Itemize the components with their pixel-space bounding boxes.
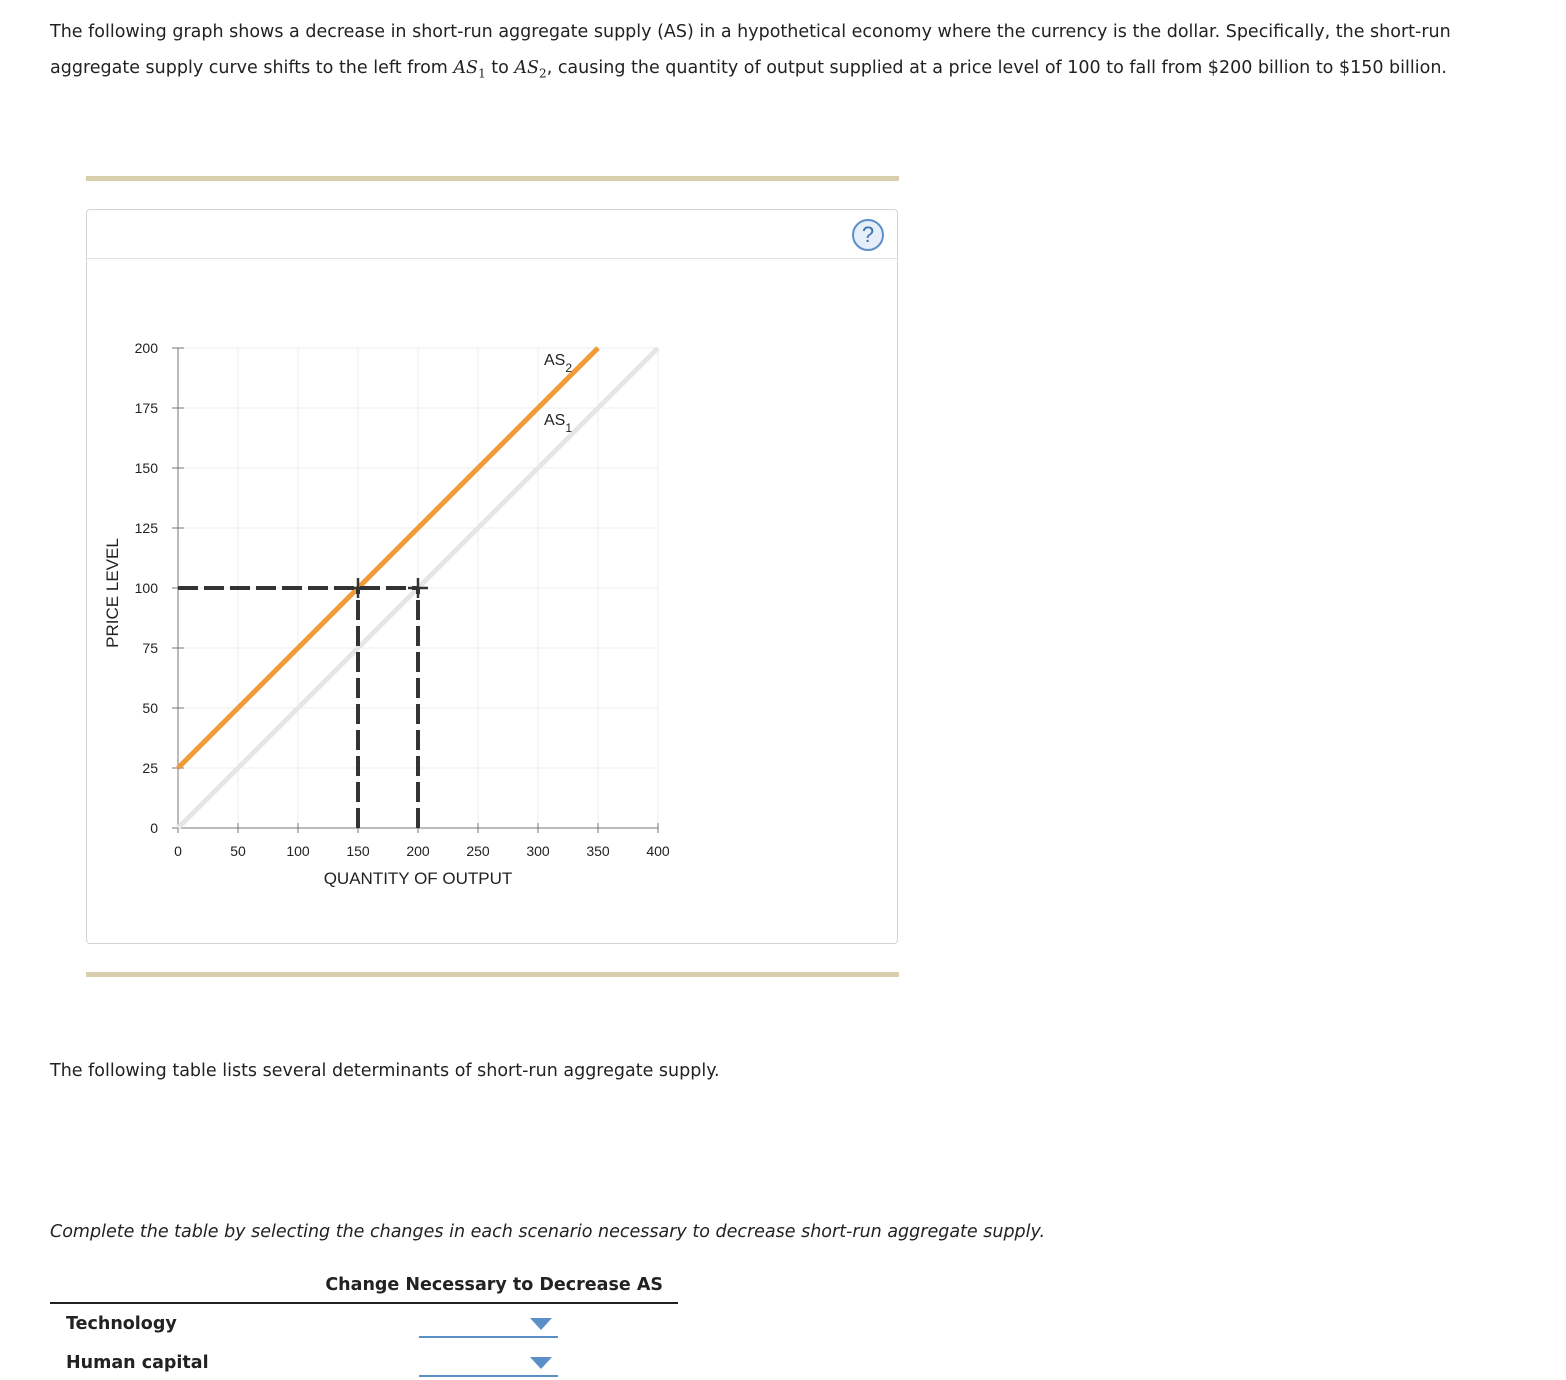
- table-header: [50, 1275, 678, 1304]
- chevron-down-icon: [530, 1318, 552, 1330]
- column-header-change: Change Necessary to Decrease AS: [325, 1275, 663, 1295]
- help-icon: ?: [861, 222, 875, 247]
- intro-text-part2: , causing the quantity of output supplied at a price level of 100 to fall from $200 billion to $150 billion.: [546, 58, 1447, 78]
- y-tick-label: 0: [150, 820, 158, 836]
- x-tick-label: 400: [646, 843, 670, 859]
- y-tick-label: 150: [134, 460, 158, 476]
- x-tick-label: 50: [230, 843, 246, 859]
- technology-dropdown[interactable]: [419, 1310, 558, 1338]
- instructions-text: Complete the table by selecting the changes in each scenario necessary to decrease short-run aggregate supply.: [50, 1222, 1046, 1242]
- x-tick-label: 0: [174, 843, 182, 859]
- y-tick-label: 75: [142, 640, 158, 656]
- y-tick-label: 175: [134, 400, 158, 416]
- x-tick-label: 300: [526, 843, 550, 859]
- bottom-divider: [86, 972, 899, 977]
- as1-symbol: $AS_1$: [453, 58, 486, 81]
- series-label-as2: $AS_2$: [544, 351, 573, 375]
- y-tick-label: 125: [134, 520, 158, 536]
- row-label-technology: Technology: [66, 1314, 177, 1334]
- chevron-down-icon: [530, 1357, 552, 1369]
- x-tick-label: 100: [286, 843, 310, 859]
- series-label-as1: $AS_1$: [544, 411, 573, 435]
- intro-text-part1: The following graph shows a decrease in short-run aggregate supply (AS) in a hypothetical economy where the currency is the dollar. Specifically, the short-run aggregate supply curve shifts to the left from: [50, 22, 1451, 78]
- as2-symbol: $AS_2$: [514, 58, 547, 81]
- human-capital-dropdown[interactable]: [419, 1349, 558, 1377]
- table-intro-text: The following table lists several determinants of short-run aggregate supply.: [50, 1061, 720, 1081]
- x-tick-label: 150: [346, 843, 370, 859]
- row-label-human-capital: Human capital: [66, 1353, 209, 1373]
- x-axis-title: QUANTITY OF OUTPUT: [323, 869, 513, 888]
- y-tick-label: 25: [142, 760, 158, 776]
- x-tick-label: 350: [586, 843, 610, 859]
- y-tick-label: 50: [142, 700, 158, 716]
- y-axis-title: PRICE LEVEL: [103, 538, 122, 648]
- x-tick-label: 200: [406, 843, 430, 859]
- y-tick-label: 200: [134, 340, 158, 356]
- intro-text-to: to: [485, 58, 515, 78]
- x-tick-label: 250: [466, 843, 490, 859]
- y-tick-label: 100: [134, 580, 158, 596]
- series-line-as2: [178, 348, 598, 768]
